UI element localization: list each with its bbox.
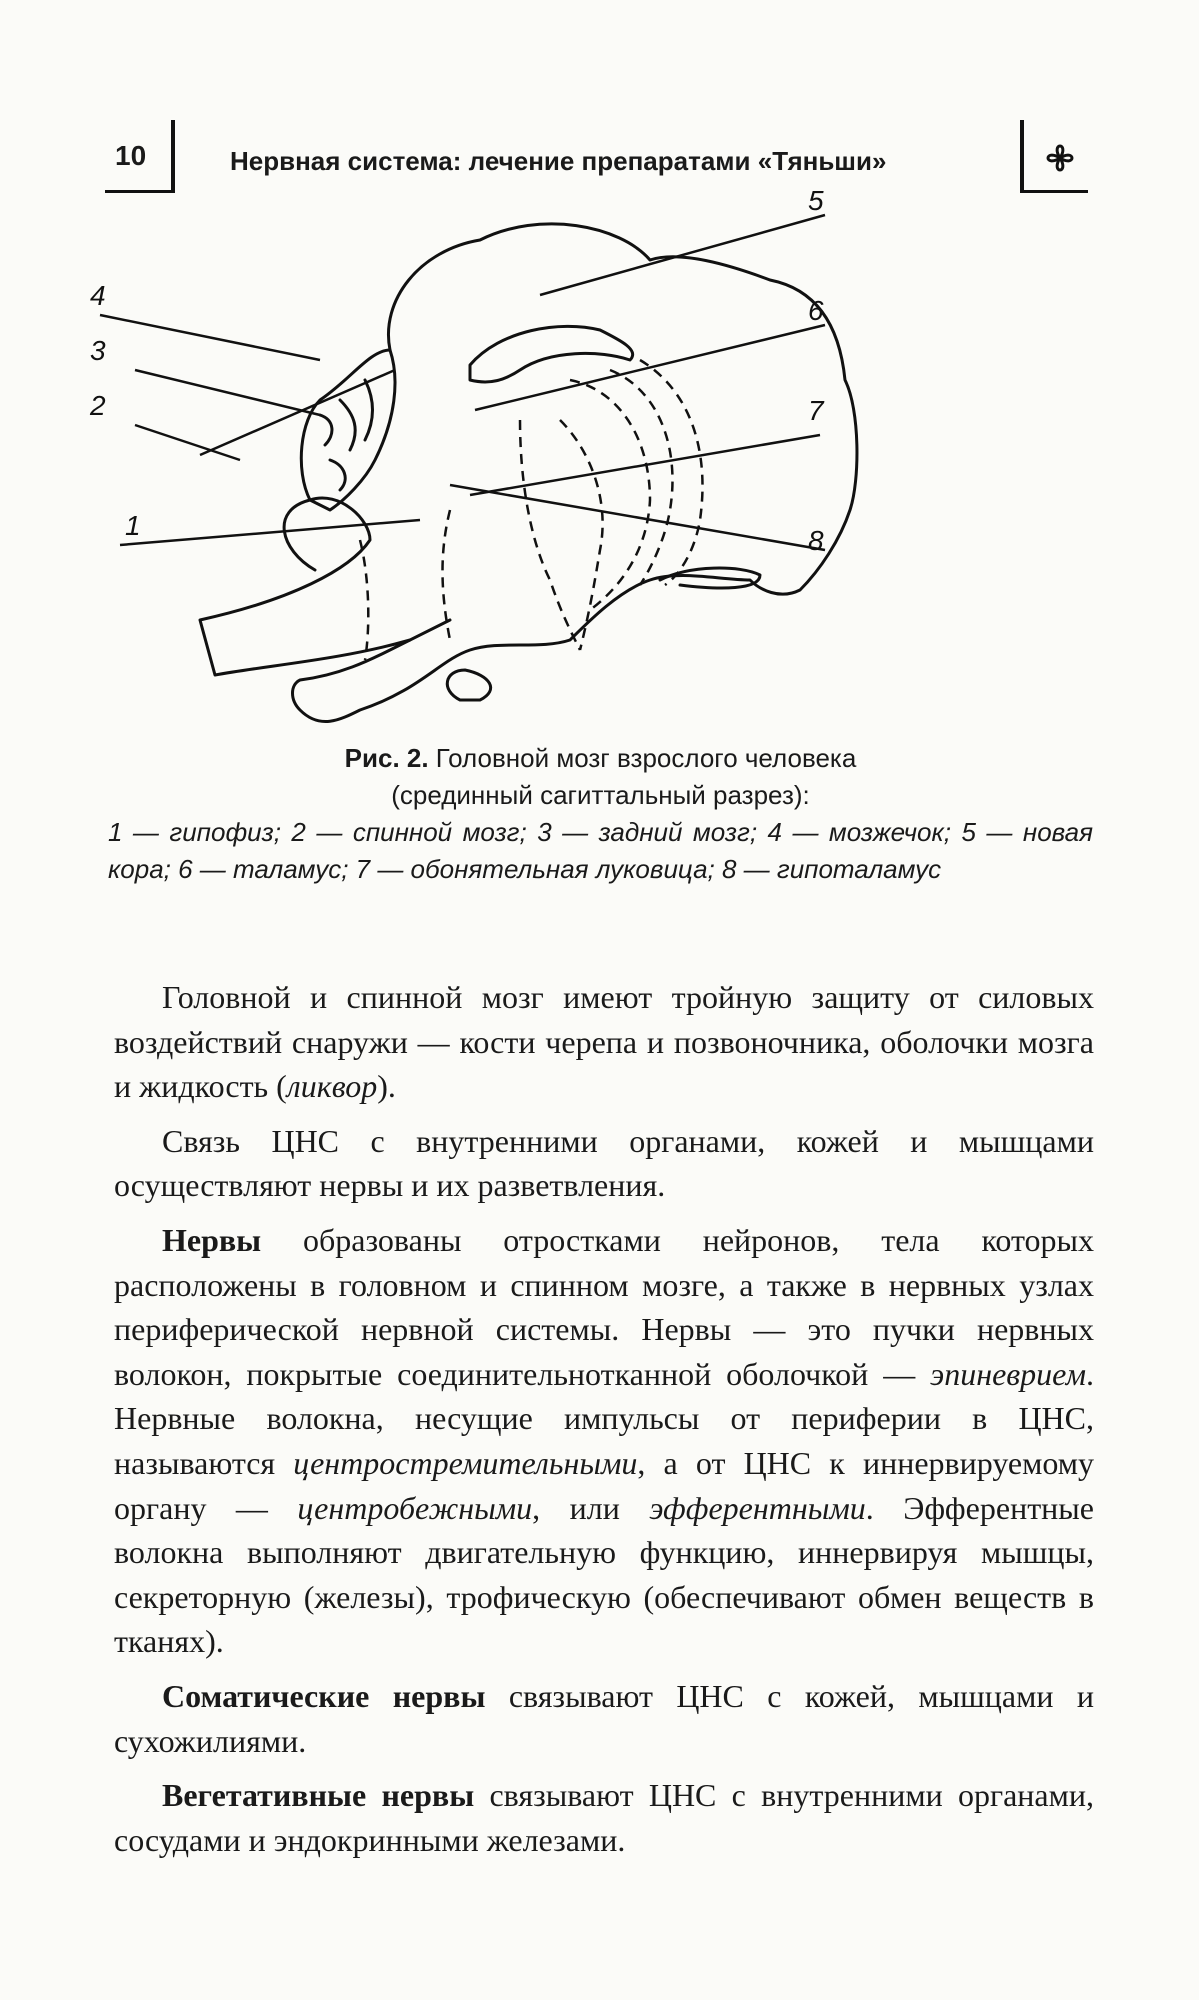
label-8: 8 <box>808 525 824 556</box>
running-title: Нервная система: лечение препаратами «Тяньши» <box>230 146 887 176</box>
p1-term-liquor: ликвор <box>286 1068 378 1105</box>
paragraph-1 <box>114 975 1094 1109</box>
leader-4 <box>100 315 320 360</box>
p1-text: Головной и спинной мозг имеют тройную защиту от силовых воздействий снаружи — кости черепа и позвоночника, оболочки мозга и жидкость ( <box>114 979 1094 1105</box>
caption-title-line2: (срединный сагиттальный разрез): <box>391 780 810 810</box>
p3-term-centrifugal: центробежными <box>297 1489 533 1526</box>
cerebellum-outline <box>301 350 395 510</box>
p3-text-3: , а от ЦНС к иннервируемому органу — <box>114 1444 1095 1526</box>
leader-2b <box>200 370 395 455</box>
label-1: 1 <box>125 510 141 541</box>
p3-text-2: . Нервные волокна, несущие импульсы от периферии в ЦНС, называются <box>114 1355 1094 1481</box>
leader-3 <box>135 370 320 415</box>
p4-term-somatic: Соматические нервы <box>162 1677 486 1714</box>
label-4: 4 <box>90 280 106 311</box>
p3-term-nerves: Нервы <box>162 1221 262 1258</box>
corpus-callosum <box>470 326 633 382</box>
page-header <box>105 120 1090 210</box>
leader-1 <box>120 520 420 545</box>
p5-term-vegetative: Вегетативные нервы <box>162 1777 475 1814</box>
label-5: 5 <box>808 185 824 216</box>
paragraph-2: Связь ЦНС с внутренними органами, кожей и мышцами осуществляют нервы и их разветвления. <box>114 1122 1094 1204</box>
p3-text-4: , или <box>532 1489 650 1526</box>
caption-title-line1: Головной мозг взрослого человека <box>428 743 857 773</box>
header-rule-right <box>1020 190 1088 193</box>
page-number: 10 <box>115 140 147 171</box>
figure-caption <box>108 740 1093 888</box>
p3-term-epineurium: эпиневрием <box>930 1355 1086 1392</box>
leader-6 <box>475 325 825 410</box>
label-7: 7 <box>808 395 824 426</box>
caption-title <box>108 740 1093 777</box>
leader-2 <box>135 425 240 460</box>
paragraph-5 <box>114 1773 1094 1862</box>
label-6: 6 <box>808 295 824 326</box>
brain-sagittal-figure <box>90 185 1080 730</box>
header-bar-left <box>171 120 175 193</box>
four-petal-ornament-icon <box>1040 138 1080 178</box>
leader-8 <box>450 485 825 550</box>
brain-diagram <box>90 185 1080 730</box>
p3-term-centripetal: центростремительными <box>293 1444 638 1481</box>
header-bar-right <box>1020 120 1024 193</box>
label-3: 3 <box>90 335 106 366</box>
leader-7 <box>470 435 820 495</box>
p4-text: связывают ЦНС с кожей, мышцами и сухожилиями. <box>114 1677 1094 1759</box>
label-2: 2 <box>90 390 106 421</box>
p3-text-5: . Эфферентные волокна выполняют двигательную функцию, иннервируя мышцы, секреторную (железы), трофическую (обеспечивают обмен веществ в тканях). <box>114 1489 1095 1660</box>
main-text <box>114 975 1094 1872</box>
caption-figure-number: Рис. 2. <box>344 743 429 773</box>
paragraph-4 <box>114 1674 1094 1763</box>
header-rule-left <box>105 190 173 193</box>
p3-text-1: образованы отростками нейронов, тела которых расположены в головном и спинном мозге, а также в нервных узлах периферической нервной системы. Нервы — это пучки нервных волокон, покрытые соединительнотканной оболочкой — <box>114 1221 1094 1392</box>
p5-text: связывают ЦНС с внутренними органами, сосудами и эндокринными железами. <box>114 1777 1095 1858</box>
p1-end: ). <box>377 1068 396 1105</box>
pituitary-outline <box>447 670 490 700</box>
paragraph-3 <box>114 1218 1094 1664</box>
p3-term-efferent: эфферентными <box>649 1489 866 1526</box>
caption-legend: 1 — гипофиз; 2 — спинной мозг; 3 — задний мозг; 4 — мозжечок; 5 — новая кора; 6 — таламус; 7 — обонятельная луковица; 8 — гипоталамус <box>108 817 1093 884</box>
